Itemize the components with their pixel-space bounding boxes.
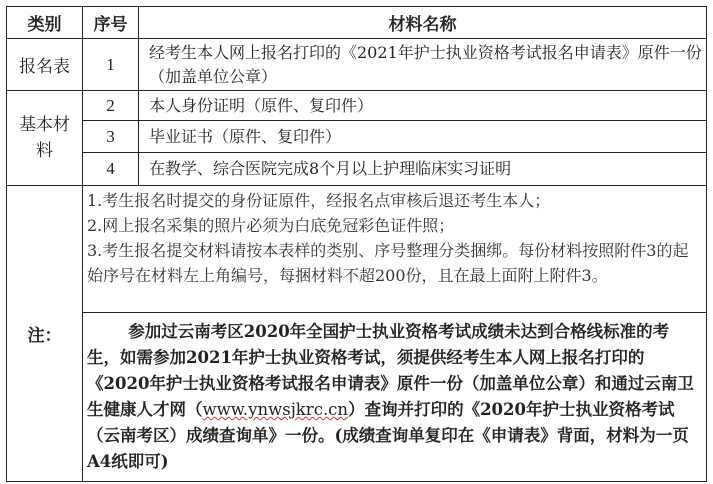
table-header-row [7, 7, 707, 39]
table-row [7, 153, 707, 186]
website-link[interactable]: www.ynwsjkrc.cn [202, 400, 349, 419]
note-item: 1.考生报名时提交的身份证原件，经报名点审核后退还考生本人； [87, 191, 551, 210]
notes-row [7, 186, 707, 313]
table-row [7, 91, 707, 121]
material-cell: 本人身份证明（原件、复印件） [139, 91, 707, 121]
header-number: 序号 [83, 7, 139, 39]
notes-label: 注： [7, 186, 83, 482]
category-cell: 报名表 [7, 39, 83, 91]
number-cell: 3 [83, 121, 139, 153]
bold-note [83, 313, 707, 482]
table-row [7, 39, 707, 91]
material-cell: 经考生本人网上报名打印的《2021年护士执业资格考试报名申请表》原件一份（加盖单位公章） [139, 39, 707, 91]
note-item: 3.考生报名提交材料请按本表样的类别、序号整理分类捆绑。每份材料按照附件3的起始序号在材料左上角编号，每捆材料不超200份，且在最上面附上附件3。 [87, 241, 689, 285]
notes-list [83, 186, 707, 313]
material-cell: 在教学、综合医院完成8个月以上护理临床实习证明 [139, 153, 707, 186]
number-cell: 1 [83, 39, 139, 91]
material-cell: 毕业证书（原件、复印件） [139, 121, 707, 153]
header-category: 类别 [7, 7, 83, 39]
bold-note-text: ）查询并打印的《2020年护士执业资格考试（云南考区）成绩查询单》一份。(成绩查询单复印在《申请表》背面，材料为一页A4纸即可) [87, 400, 689, 471]
table-row [7, 121, 707, 153]
bold-note-text: 参加过云南考区2020年全国护士执业资格考试成绩未达到合格线标准的考生，如需参加2021年护士执业资格考试，须提供经考生本人网上报名打印的《2020年护士执业资格考试报名申请表》原件一份（加盖单位公章）和通过云南卫生健康人才网（ [87, 322, 694, 419]
header-material: 材料名称 [139, 7, 707, 39]
materials-table [6, 6, 707, 482]
bold-note-row [7, 313, 707, 482]
number-cell: 2 [83, 91, 139, 121]
note-item: 2.网上报名采集的照片必须为白底免冠彩色证件照； [87, 216, 455, 235]
number-cell: 4 [83, 153, 139, 186]
category-cell: 基本材料 [7, 91, 83, 186]
